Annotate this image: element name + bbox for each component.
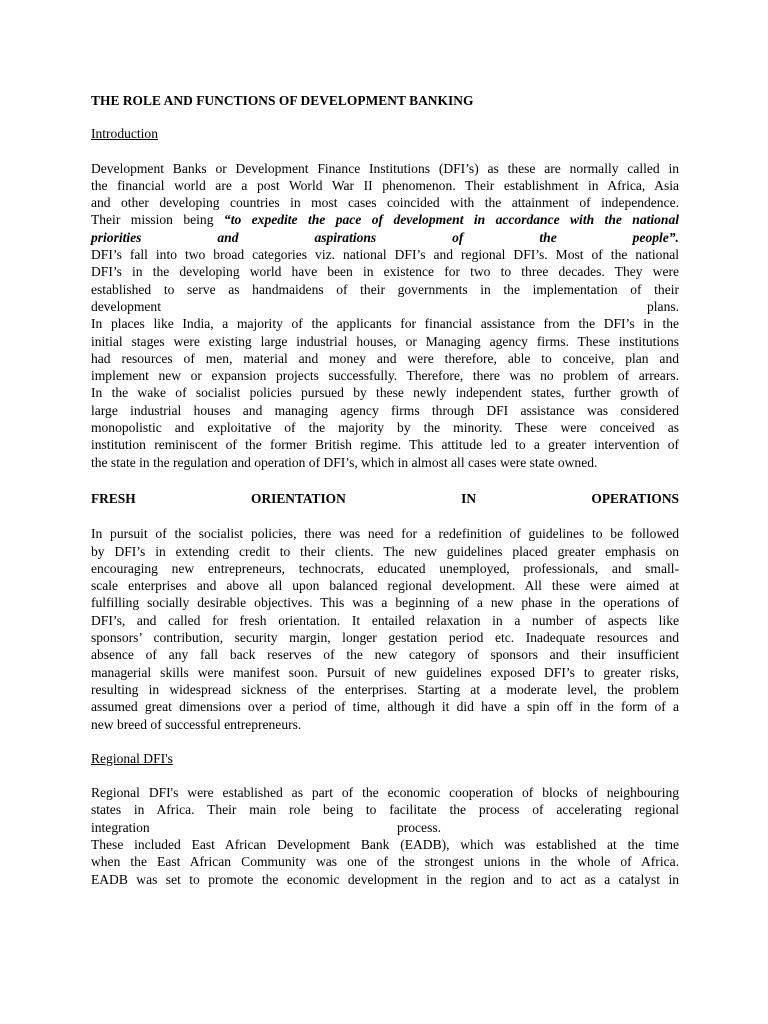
mission-lead: Their mission being — [91, 212, 214, 228]
text-line: by DFI’s in extending credit to their clients. The new guidelines placed greater emphasis on — [91, 543, 679, 559]
quote-word: aspirations — [314, 229, 377, 245]
mission-line — [91, 211, 679, 228]
text-line: DFI’s fall into two broad categories viz. national DFI’s and regional DFI’s. Most of the national — [91, 247, 679, 263]
text-line: scale enterprises and above all upon balanced regional development. All these were aimed at — [91, 578, 679, 594]
text-line: In the wake of socialist policies pursued by these newly independent states, further growth of — [91, 385, 679, 401]
line-word: process. — [396, 819, 441, 835]
quote-word: of — [452, 229, 464, 245]
text-line: the state in the regulation and operation of DFI’s, which in almost all cases were state owned. — [91, 454, 598, 470]
text-line: new breed of successful entrepreneurs. — [91, 716, 302, 732]
heading-word: FRESH — [91, 490, 136, 506]
text-line: initial stages were existing large industrial houses, or Managing agency firms. These institutions — [91, 333, 679, 349]
text-line: resulting in widespread sickness of the enterprises. Starting at a moderate level, the problem — [91, 681, 679, 697]
text-line: In places like India, a majority of the applicants for financial assistance from the DFI’s in the — [91, 316, 679, 332]
text-line: established to serve as handmaidens of their governments in the implementation of their — [91, 281, 679, 297]
quote-word: people”. — [632, 229, 679, 245]
quote-word: the — [539, 229, 557, 245]
text-line: had resources of men, material and money and were therefore, able to conceive, plan and — [91, 350, 679, 366]
heading-word: OPERATIONS — [591, 490, 679, 506]
quote-word: and — [217, 229, 239, 245]
introduction-paragraph — [91, 160, 679, 471]
fresh-orientation-heading — [91, 490, 679, 507]
text-line: fulfilling socially desirable objectives. This was a beginning of a new phase in the operations of — [91, 595, 679, 611]
text-line: Development Banks or Development Finance Institutions (DFI’s) as these are normally called in — [91, 160, 679, 176]
text-line: managerial skills were manifest soon. Pursuit of new guidelines exposed DFI’s to greater risks, — [91, 664, 679, 680]
text-line: DFI’s in the developing world have been in existence for two to three decades. They were — [91, 264, 679, 280]
line-word: development — [91, 298, 161, 314]
text-line: EADB was set to promote the economic development in the region and to act as a catalyst in — [91, 871, 679, 887]
development-plans-line — [91, 298, 679, 315]
text-line: encouraging new entrepreneurs, technocrats, educated unemployed, professionals, and small- — [91, 560, 679, 576]
text-line: assumed great dimensions over a period of time, although it did have a spin off in the form of a — [91, 699, 679, 715]
mission-quote: “to expedite the pace of development in accordance with the national — [223, 212, 679, 228]
document-title: THE ROLE AND FUNCTIONS OF DEVELOPMENT BANKING — [91, 93, 474, 108]
text-line: the financial world are a post World War II phenomenon. Their establishment in Africa, Asia — [91, 177, 679, 193]
text-line: states in Africa. Their main role being to facilitate the process of accelerating regional — [91, 802, 679, 818]
introduction-heading: Introduction — [91, 126, 158, 142]
text-line: absence of any fall back reserves of the new category of sponsors and their insufficient — [91, 647, 679, 663]
text-line: sponsors’ contribution, security margin, longer gestation period etc. Inadequate resources and — [91, 630, 679, 646]
text-line: institution reminiscent of the former British regime. This attitude led to a greater intervention of — [91, 437, 679, 453]
document-page — [91, 92, 679, 888]
text-line: large industrial houses and managing agency firms through DFI assistance was considered — [91, 402, 679, 418]
regional-dfis-paragraph — [91, 784, 679, 888]
quote-word: priorities — [91, 229, 142, 245]
text-line: implement new or expansion projects successfully. Therefore, there was no problem of arrears. — [91, 368, 679, 384]
text-line: monopolistic and exploitative of the majority by the minority. These were conceived as — [91, 420, 679, 436]
text-line: These included East African Development Bank (EADB), which was established at the time — [91, 836, 679, 852]
text-line: DFI’s, and called for fresh orientation. It entailed relaxation in a number of aspects like — [91, 612, 679, 628]
line-word: integration — [91, 819, 150, 835]
text-line: when the East African Community was one of the strongest unions in the whole of Africa. — [91, 854, 679, 870]
text-line: and other developing countries in most cases coincided with the attainment of independence. — [91, 195, 679, 211]
mission-quote-line-2 — [91, 229, 679, 246]
text-line: In pursuit of the socialist policies, there was need for a redefinition of guidelines to be followed — [91, 526, 679, 542]
heading-word: IN — [461, 490, 477, 506]
line-word: plans. — [647, 298, 679, 314]
heading-word: ORIENTATION — [251, 490, 346, 506]
text-line: Regional DFI's were established as part of the economic cooperation of blocks of neighbouring — [91, 785, 679, 801]
integration-process-line — [91, 819, 679, 836]
fresh-orientation-paragraph — [91, 525, 679, 733]
regional-dfis-heading: Regional DFI's — [91, 750, 173, 766]
